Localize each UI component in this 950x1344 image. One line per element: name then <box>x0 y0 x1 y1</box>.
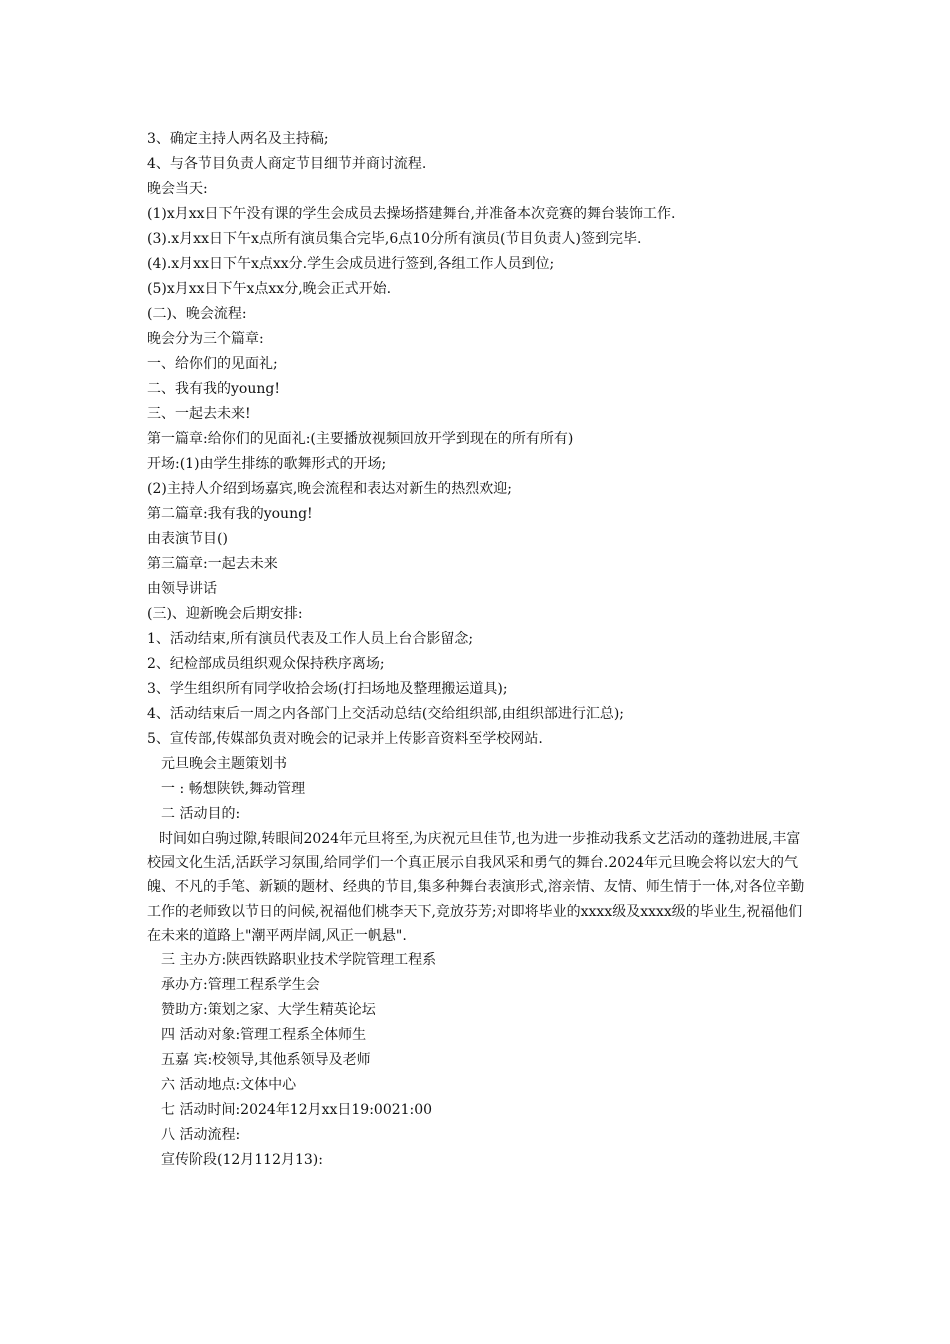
text-line: 承办方:管理工程系学生会 <box>161 977 320 994</box>
text-line: (4).x月xx日下午x点xx分.学生会成员进行签到,各组工作人员到位; <box>147 256 555 272</box>
text-line: 1、活动结束,所有演员代表及工作人员上台合影留念; <box>147 631 474 647</box>
section-lines-part2 <box>147 948 807 1173</box>
text-line: 宣传阶段(12月112月13): <box>161 1152 323 1169</box>
text-line: (二)、晚会流程: <box>147 306 247 322</box>
text-line: 第一篇章:给你们的见面礼:(主要播放视频回放开学到现在的所有所有) <box>147 431 574 447</box>
text-line: 第三篇章:一起去未来 <box>147 556 278 572</box>
text-line: 4、与各节目负责人商定节目细节并商讨流程. <box>147 156 427 172</box>
text-line: 第二篇章:我有我的young! <box>147 506 313 522</box>
text-line: 晚会分为三个篇章: <box>147 331 264 347</box>
document-body <box>147 127 807 1173</box>
text-line: 元旦晚会主题策划书 <box>161 756 287 772</box>
text-line: 三 主办方:陕西铁路职业技术学院管理工程系 <box>161 952 437 969</box>
text-line: (1)x月xx日下午没有课的学生会成员去操场搭建舞台,并准备本次竞赛的舞台装饰工作. <box>147 206 676 222</box>
text-line: 三、一起去未来! <box>147 406 251 422</box>
text-line: 五嘉 宾:校领导,其他系领导及老师 <box>161 1052 371 1069</box>
text-line: (3).x月xx日下午x点所有演员集合完毕,6点10分所有演员(节目负责人)签到完毕. <box>147 231 642 247</box>
text-line: (2)主持人介绍到场嘉宾,晚会流程和表达对新生的热烈欢迎; <box>147 481 512 497</box>
text-line: 六 活动地点:文体中心 <box>161 1077 297 1094</box>
text-line: 八 活动流程: <box>161 1127 241 1144</box>
text-line: 由领导讲话 <box>147 581 217 597</box>
text-line: 开场:(1)由学生排练的歌舞形式的开场; <box>147 456 387 472</box>
text-line: 5、宣传部,传媒部负责对晚会的记录并上传影音资料至学校网站. <box>147 731 543 747</box>
text-line: (三)、迎新晚会后期安排: <box>147 606 303 622</box>
text-line: 二 活动目的: <box>161 806 241 822</box>
text-line: 由表演节目() <box>147 531 228 547</box>
text-line: (5)x月xx日下午x点xx分,晚会正式开始. <box>147 281 392 297</box>
text-line: 赞助方:策划之家、大学生精英论坛 <box>161 1002 376 1019</box>
text-line: 2、纪检部成员组织观众保持秩序离场; <box>147 656 385 672</box>
text-line: 一、给你们的见面礼; <box>147 356 278 372</box>
text-line: 晚会当天: <box>147 181 208 197</box>
text-line: 3、学生组织所有同学收拾会场(打扫场地及整理搬运道具); <box>147 681 508 697</box>
text-line: 四 活动对象:管理工程系全体师生 <box>161 1027 367 1044</box>
text-line: 七 活动时间:2024年12月xx日19:0021:00 <box>161 1102 433 1119</box>
text-line: 二、我有我的young! <box>147 381 280 397</box>
section-lines-part1 <box>147 127 807 827</box>
text-line: 3、确定主持人两名及主持稿; <box>147 131 329 147</box>
activity-purpose-paragraph: 时间如白驹过隙,转眼间2024年元旦将至,为庆祝元旦佳节,也为进一步推动我系文艺活动的蓬勃进展,丰富校园文化生活,活跃学习氛围,给同学们一个真正展示自我风采和勇气的舞台.2024年元旦晚会将以宏大的气魄、不凡的手笔、新颖的题材、经典的节目,集多种舞台表演形式,溶亲情、友情、师生情于一体,对各位辛勤工作的老师致以节日的问候,祝福他们桃李天下,竞放芬芳;对即将毕业的xxxx级及xxxx级的毕业生,祝福他们在未来的道路上"潮平两岸阔,风正一帆悬". <box>147 831 805 944</box>
text-line: 4、活动结束后一周之内各部门上交活动总结(交给组织部,由组织部进行汇总); <box>147 706 624 722</box>
text-line: 一 : 畅想陕铁,舞动管理 <box>161 781 306 797</box>
